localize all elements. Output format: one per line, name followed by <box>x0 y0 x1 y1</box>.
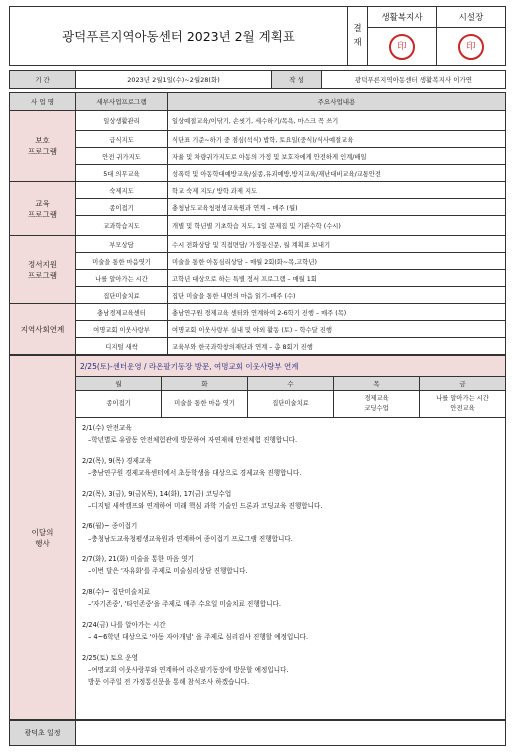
weekday-task: 미술을 통한 마음 엿기 <box>162 391 248 418</box>
author-label: 작 성 <box>272 71 322 89</box>
weekday-task: 집단미술치료 <box>248 391 334 418</box>
program-sub: 여명교회 이웃사랑부 <box>76 321 168 338</box>
event-title: 2/1(수) 안전교육 <box>82 424 132 432</box>
event-item <box>82 422 499 446</box>
seal-social-worker <box>368 28 437 66</box>
section-1-name: 교육 프로그램 <box>10 182 76 236</box>
section-0-name: 보호 프로그램 <box>10 111 76 182</box>
weekday-header: 금 <box>420 377 506 391</box>
weekday-task: 종이접기 <box>76 391 162 418</box>
event-item <box>82 553 499 577</box>
event-item <box>82 586 499 610</box>
school-schedule-label: 광덕초 일정 <box>10 721 76 746</box>
seal-stamp-icon: 印 <box>389 34 415 60</box>
program-sub: 교과학습지도 <box>76 216 168 236</box>
weekday-header: 화 <box>162 377 248 391</box>
program-detail: 미술을 통한 아동심리상담 – 매월 2회(화~목,고학년) <box>168 253 506 270</box>
program-sub: 충남경제교육센터 <box>76 304 168 321</box>
event-title: 2/8(수)~ 집단미술치료 <box>82 587 150 596</box>
program-detail: 학교 숙제 지도/ 방학 과제 지도 <box>168 182 506 199</box>
col-detail: 주요사업내용 <box>168 93 506 111</box>
seal-stamp-icon: 印 <box>458 34 484 60</box>
period-label: 기 간 <box>10 71 76 89</box>
col-sub: 세부사업프로그램 <box>76 93 168 111</box>
weekday-header: 수 <box>248 377 334 391</box>
plan-document <box>9 6 505 742</box>
event-title: 2/25(토) 토요 운영 <box>82 653 138 662</box>
weekday-task: 경제교육 코딩수업 <box>334 391 420 418</box>
event-desc: –'자기존중', '타인존중'을 주제로 매주 수요일 미술치료 진행합니다. <box>88 600 281 609</box>
event-title: 2/7(화), 21(화) 미술을 통한 마음 엿기 <box>82 555 194 564</box>
event-title: 2/2(목), 9(목) 경제교육 <box>82 456 152 465</box>
program-sub: 5대 의무교육 <box>76 165 168 182</box>
events-list <box>76 418 506 720</box>
program-detail: 충청남도교육청평생교육원과 연계 – 매주 (월) <box>168 199 506 216</box>
events-highlight: 2/25(토)-센터운영 / 라온팔기동장 방문, 여명교회 이웃사랑부 연계 <box>76 356 506 377</box>
event-item <box>82 520 499 544</box>
event-desc: – 4~6학년 대상으로 '아동 자아개념' 을 주제로 심리검사 진행할 예정입니다. <box>88 632 309 641</box>
event-title: 2/6(월)~ 종이접기 <box>82 522 138 531</box>
program-detail: 여명교회 이웃사랑부 실내 및 야외 활동 (토) – 학수달 진행 <box>168 321 506 338</box>
program-sub: 종이접기 <box>76 199 168 216</box>
program-sub: 일상생활관리 <box>76 111 168 131</box>
program-sub: 부모상담 <box>76 236 168 253</box>
event-title: 2/24(금) 나를 알아가는 시간 <box>82 620 166 629</box>
program-detail: 성폭력 및 아동학대예방교육/실종,유괴예방,방지교육/재난대비교육/교통안전 <box>168 165 506 182</box>
seal-director <box>437 28 506 66</box>
event-desc: –학년별로 유람동 안전체험관에 방문하여 자연재해 안전체험 진행합니다. <box>88 436 298 445</box>
weekday-task: 나를 알아가는 시간 안전교육 <box>420 391 506 418</box>
event-desc: –충남연구원 경제교육센터에서 초등학생을 대상으로 경제교육 진행합니다. <box>88 469 302 477</box>
author-value: 광덕푸른지역아동센터 생활복지사 이가연 <box>322 71 506 89</box>
program-detail: 일상예절교육/이닦기, 손씻기, 세수하기/목욕, 마스크 꼭 쓰기 <box>168 111 506 131</box>
event-desc: –이번 달은 '자유화'를 주제로 미술심리상담 진행합니다. <box>88 567 248 576</box>
program-sub: 안전 귀가지도 <box>76 148 168 165</box>
page-title: 광덕푸른지역아동센터 2023년 2월 계획표 <box>10 7 348 66</box>
program-table <box>9 92 506 355</box>
event-desc: –충청남도교육청평생교육원과 연계하여 종이접기 프로그램 진행합니다. <box>88 534 293 543</box>
program-sub: 나를 알아가는 시간 <box>76 270 168 287</box>
program-detail: 자율 및 차량귀가지도로 아동의 가정 및 보호자에게 안전하게 인계/배일 <box>168 148 506 165</box>
program-detail: 집단 미술을 통한 내면의 마음 읽기–매주 (수) <box>168 287 506 304</box>
events-table <box>9 355 506 720</box>
program-detail: 수시 전화상담 및 직접면담/ 가정통신문, 월 계획표 보내기 <box>168 236 506 253</box>
weekday-header: 월 <box>76 377 162 391</box>
program-sub: 디지털 새싹 <box>76 338 168 355</box>
event-item <box>82 619 499 643</box>
events-label: 이달의 행사 <box>10 356 76 720</box>
program-sub: 숙제지도 <box>76 182 168 199</box>
program-sub: 집단미술치료 <box>76 287 168 304</box>
info-table <box>9 70 506 89</box>
col-area: 사 업 명 <box>10 93 76 111</box>
weekday-header: 목 <box>334 377 420 391</box>
program-detail: 교육부와 한국과학창의재단과 연계 – 총 8회기 진행 <box>168 338 506 355</box>
event-desc: –디지털 새싹캠프와 연계하여 미래 핵심 과학 기술인 드론과 코딩교육 진행합니다. <box>88 501 323 510</box>
section-2-name: 정서지원 프로그램 <box>10 236 76 304</box>
event-desc: –여명교회 이웃사랑부와 연계하여 라온팔기동장에 방문할 예정입니다. 방문 이주일 전 가정통신문을 통해 참석조사 하겠습니다. <box>88 665 289 686</box>
approver-director: 시설장 <box>437 7 506 28</box>
program-detail: 충남연구원 경제교육 센터와 연계하여 2-6학기 진행 – 매주 (목) <box>168 304 506 321</box>
program-detail: 식단표 기준~하기 중 점심(석식) 밥학, 토요일(중식)/식사예절교육 <box>168 131 506 148</box>
period-value: 2023년 2월1일(수)~2월28(화) <box>76 71 272 89</box>
program-detail: 개별 및 학년별 기초학습 지도, 1일 문제집 및 기관수학 (수시) <box>168 216 506 236</box>
approver-social-worker: 생활복지사 <box>368 7 437 28</box>
program-sub: 미술을 통한 마음엿기 <box>76 253 168 270</box>
event-title: 2/2(목), 3(금), 9(금)(목), 14(화), 17(금) 코딩수업 <box>82 489 232 498</box>
event-item <box>82 652 499 689</box>
program-detail: 고학년 대상으로 하는 특별 정서 프로그램 – 매월 1회 <box>168 270 506 287</box>
header-table <box>9 6 506 66</box>
program-sub: 급식지도 <box>76 131 168 148</box>
event-item <box>82 488 499 512</box>
section-3-name: 지역사회연계 <box>10 304 76 355</box>
approval-label: 결 재 <box>348 7 368 66</box>
event-item <box>82 455 499 479</box>
footer-table <box>9 720 506 746</box>
school-schedule-value <box>76 721 506 746</box>
